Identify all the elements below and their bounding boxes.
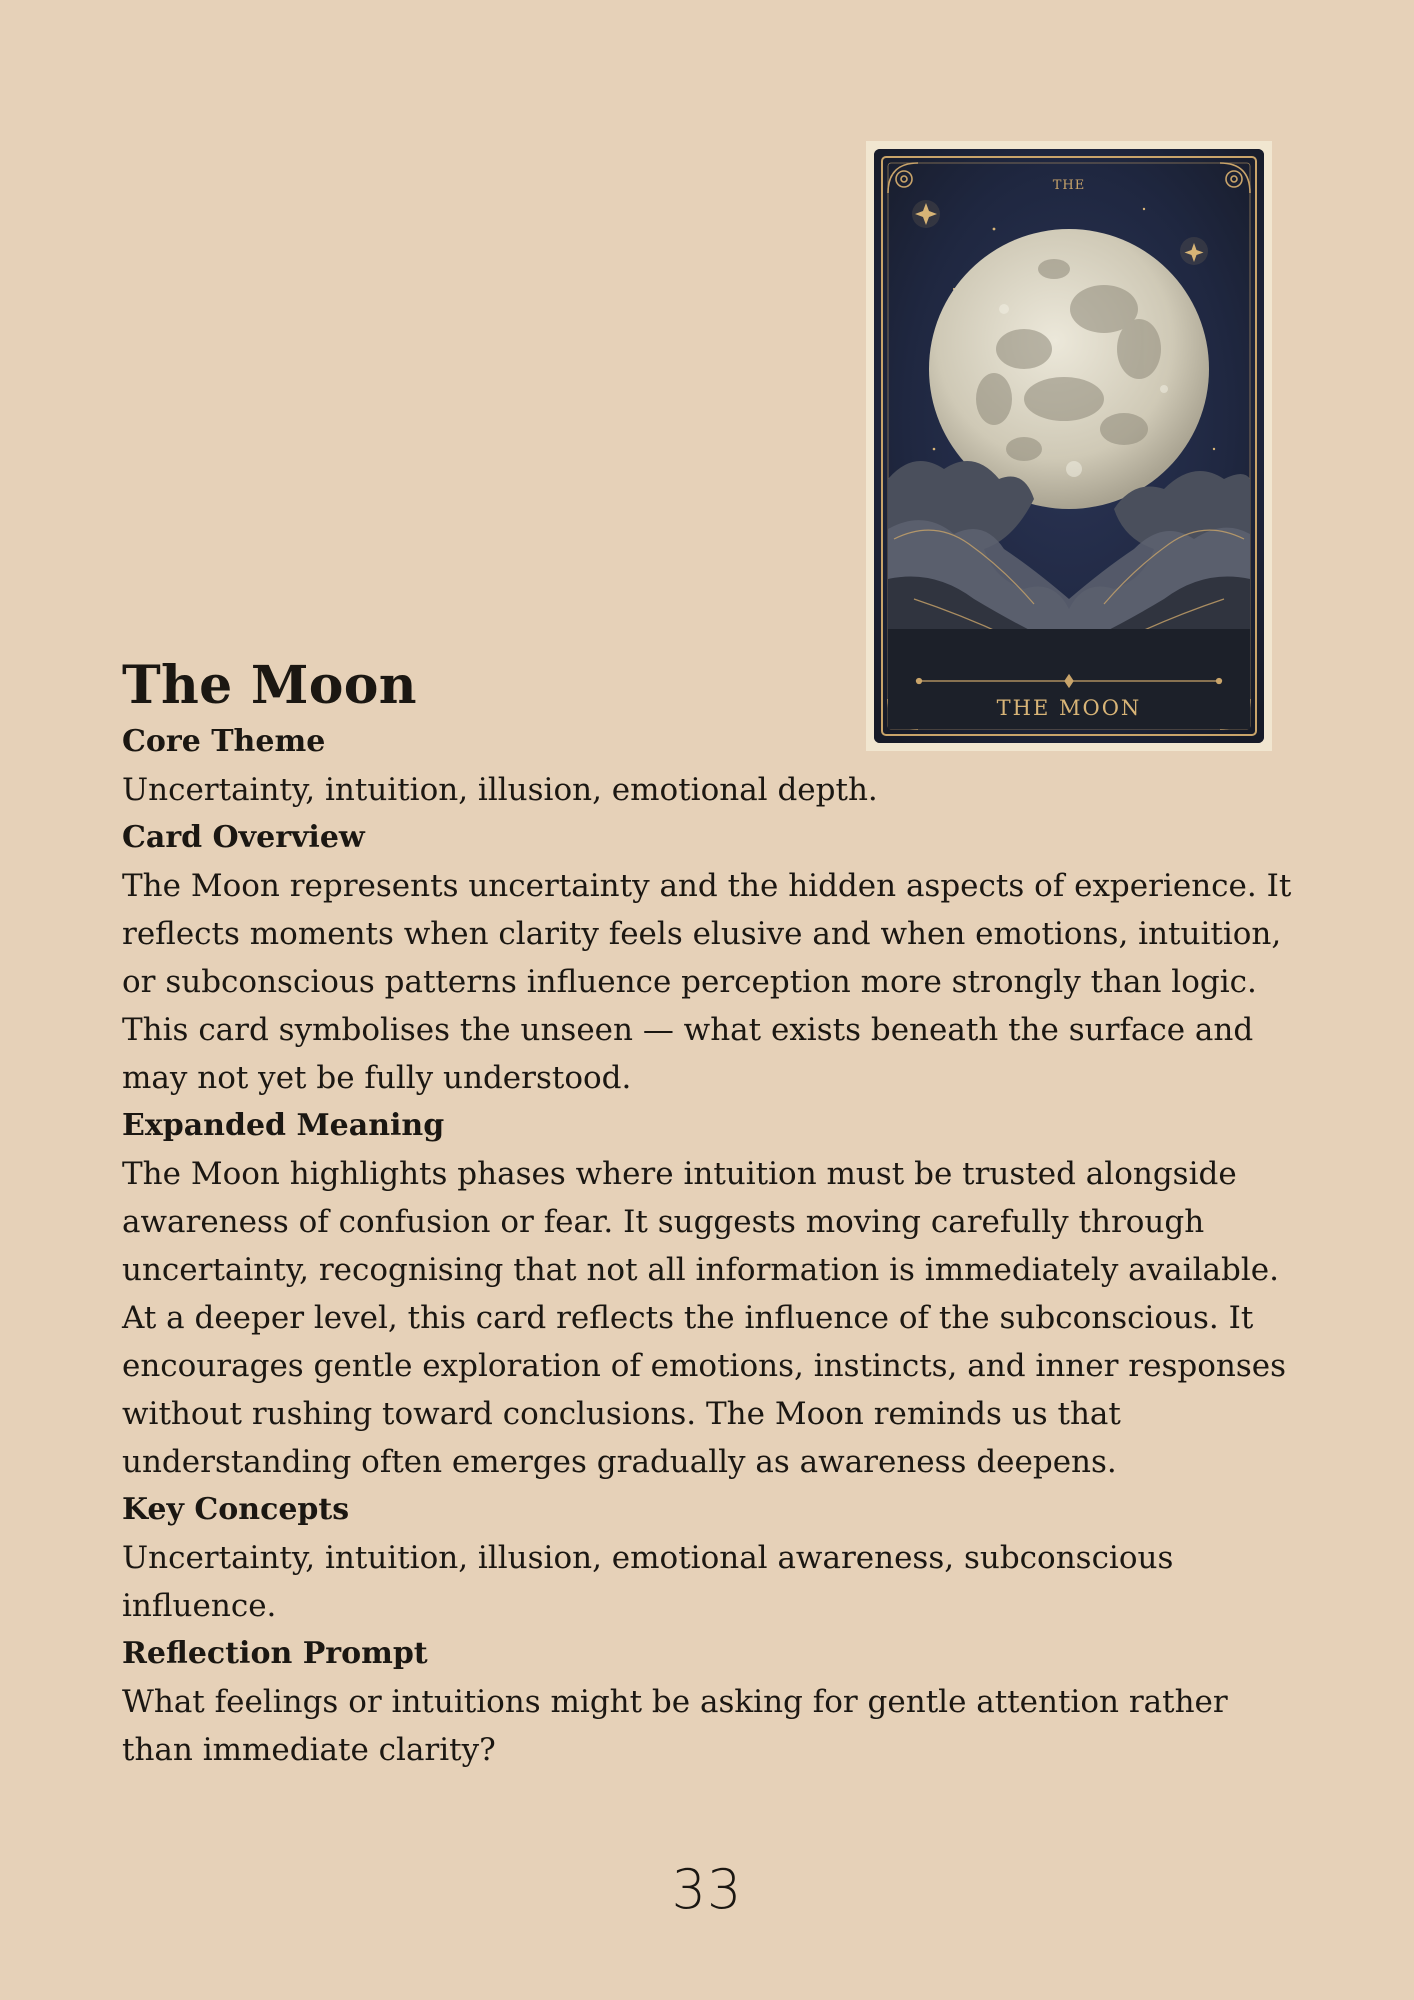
card-bottom-label: THE MOON: [996, 696, 1142, 720]
section-body-card-overview: The Moon represents uncertainty and the hidden aspects of experience. It reflects moments when clarity feels elusive and when emotions, intuition, or subconscious patterns influence perception more strongly than logic. This card symbolises the unseen — what exists beneath the surface and may not yet be fully understood.: [122, 868, 1292, 1096]
section-heading-core-theme: Core Theme: [122, 724, 326, 759]
page-number: 33: [671, 1858, 743, 1921]
section-heading-card-overview: Card Overview: [122, 820, 365, 855]
section-body-expanded-meaning: The Moon highlights phases where intuition must be trusted alongside awareness of confusion or fear. It suggests moving carefully through uncertainty, recognising that not all information is immediately available. At a deeper level, this card reflects the influence of the subconscious. It encourages gentle exploration of emotions, instincts, and inner responses without rushing toward conclusions. The Moon reminds us that understanding often emerges gradually as awareness deepens.: [122, 1156, 1286, 1480]
section-body-core-theme: Uncertainty, intuition, illusion, emotional depth.: [122, 772, 878, 808]
section-heading-expanded-meaning: Expanded Meaning: [122, 1108, 445, 1143]
card-top-label: THE: [1052, 178, 1086, 193]
section-heading-key-concepts: Key Concepts: [122, 1492, 350, 1527]
card-description: [122, 654, 1302, 1774]
section-body-reflection-prompt: What feelings or intuitions might be asking for gentle attention rather than immediate clarity?: [122, 1684, 1228, 1768]
section-heading-reflection-prompt: Reflection Prompt: [122, 1636, 428, 1671]
section-body-key-concepts: Uncertainty, intuition, illusion, emotional awareness, subconscious influence.: [122, 1540, 1174, 1624]
page-title: The Moon: [122, 655, 417, 716]
